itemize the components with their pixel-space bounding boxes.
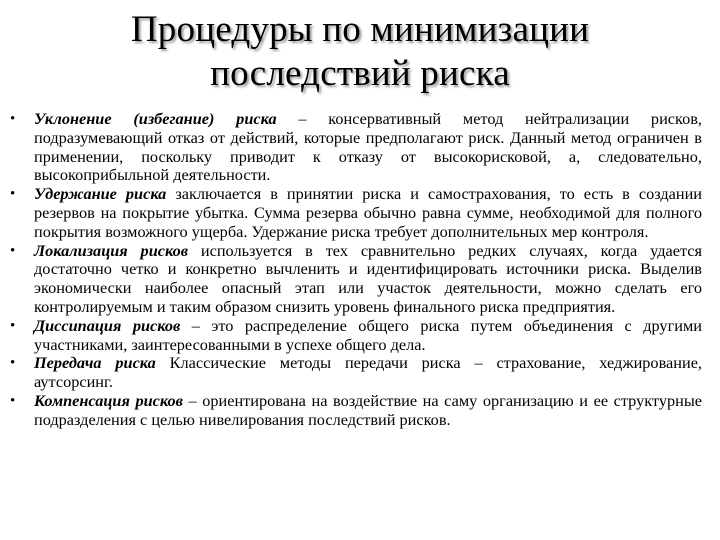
list-item-dissipation [10, 317, 702, 355]
list-item-compensation [10, 392, 702, 430]
description-avoidance: – консервативный метод нейтрализации рисков, подразумевающий отказ от действий, которые предполагают риск. Данный метод ограничен в применении, поскольку приводит к отказу от высокорисковой, а, следовательно, высокоприбыльной деятельности. [34, 109, 702, 185]
description-dissipation: – это распределение общего риска путем объединения с другими участниками, заинтересованными в успехе общего дела. [34, 315, 702, 354]
term-transfer: Передача риска [34, 353, 156, 373]
slide-title-line-1: Процедуры по минимизации [130, 9, 590, 50]
term-retention: Удержание риска [34, 184, 167, 204]
term-avoidance: Уклонение (избегание) риска [34, 109, 277, 128]
bullet-icon: • [10, 355, 16, 372]
term-dissipation: Диссипация рисков [34, 315, 181, 335]
procedure-list [10, 110, 702, 430]
bullet-icon: • [10, 392, 16, 409]
term-compensation: Компенсация рисков [34, 390, 183, 410]
description-localization: используется в тех сравнительно редких случаях, когда удается достаточно четко и конкретно вычленить и идентифицировать источники риска. Выделив экономически наиболее опасный этап или участок деятельности, можно сделать его контролируемым и таким образом снизить уровень финального риска предприятия. [34, 240, 702, 316]
term-localization: Локализация рисков [34, 240, 189, 260]
list-item-transfer [10, 354, 702, 392]
bullet-icon: • [10, 186, 16, 203]
description-retention: заключается в принятии риска и самострахования, то есть в создании резервов на покрытие убытка. Сумма резерва обычно равна сумме, необходимой для полного покрытия возможного ущерба. Удержание риска требует дополнительных мер контроля. [34, 184, 702, 241]
list-item-retention [10, 185, 702, 241]
bullet-icon: • [10, 317, 16, 334]
description-compensation: – ориентирована на воздействие на саму организацию и ее структурные подразделения с целью нивелирования последствий рисков. [34, 390, 702, 429]
slide-title [0, 8, 720, 96]
slide-title-line-2: последствий риска [210, 53, 510, 94]
description-transfer: Классические методы передачи риска – страхование, хеджирование, аутсорсинг. [34, 353, 702, 392]
bullet-icon: • [10, 242, 16, 259]
bullet-icon: • [10, 111, 16, 127]
list-item-avoidance [10, 110, 702, 185]
list-item-localization [10, 242, 702, 317]
